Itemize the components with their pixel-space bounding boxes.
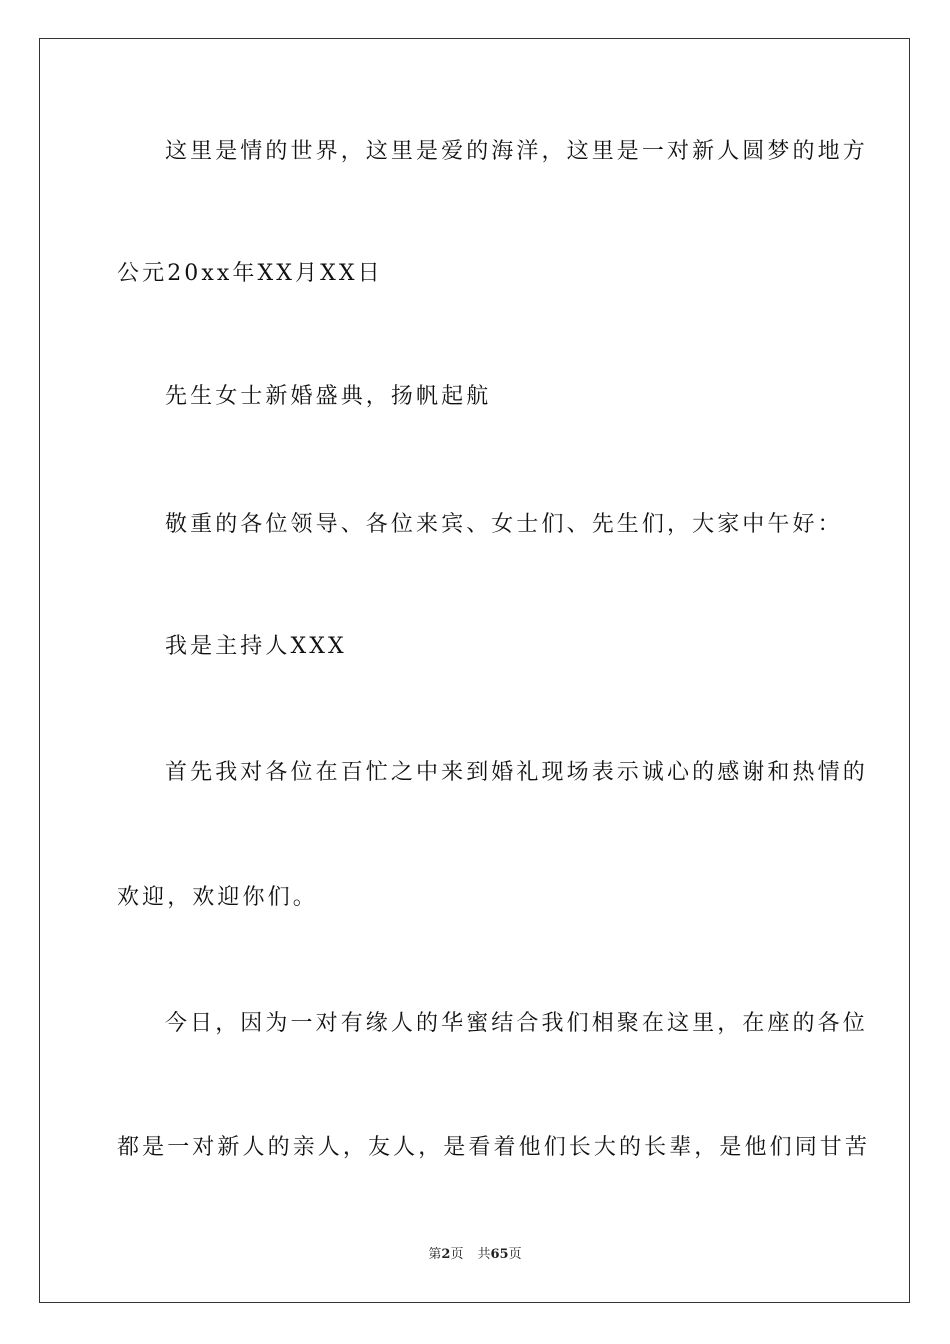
page-footer xyxy=(0,1247,950,1263)
paragraph-line-8: 今日，因为一对有缘人的华蜜结合我们相聚在这里，在座的各位 xyxy=(165,1011,868,1036)
footer-page-prefix: 第 xyxy=(428,1247,442,1262)
footer-total-pages: 65 xyxy=(490,1247,509,1262)
footer-total-suffix: 页 xyxy=(508,1247,522,1262)
paragraph-line-5: 我是主持人XXX xyxy=(165,634,347,659)
paragraph-line-9: 都是一对新人的亲人，友人，是看着他们长大的长辈，是他们同甘苦 xyxy=(117,1135,871,1160)
paragraph-line-4: 敬重的各位领导、各位来宾、女士们、先生们，大家中午好： xyxy=(165,512,843,537)
paragraph-line-2: 公元20xx年XX月XX日 xyxy=(117,261,383,286)
page-border xyxy=(39,38,910,1303)
footer-page-number: 2 xyxy=(441,1247,451,1262)
paragraph-line-7: 欢迎，欢迎你们。 xyxy=(117,885,318,910)
paragraph-line-1: 这里是情的世界，这里是爱的海洋，这里是一对新人圆梦的地方 xyxy=(165,139,868,164)
paragraph-line-3: 先生女士新婚盛典，扬帆起航 xyxy=(165,384,492,409)
footer-total-prefix: 共 xyxy=(477,1247,491,1262)
footer-page-suffix: 页 xyxy=(450,1247,464,1262)
paragraph-line-6: 首先我对各位在百忙之中来到婚礼现场表示诚心的感谢和热情的 xyxy=(165,760,868,785)
